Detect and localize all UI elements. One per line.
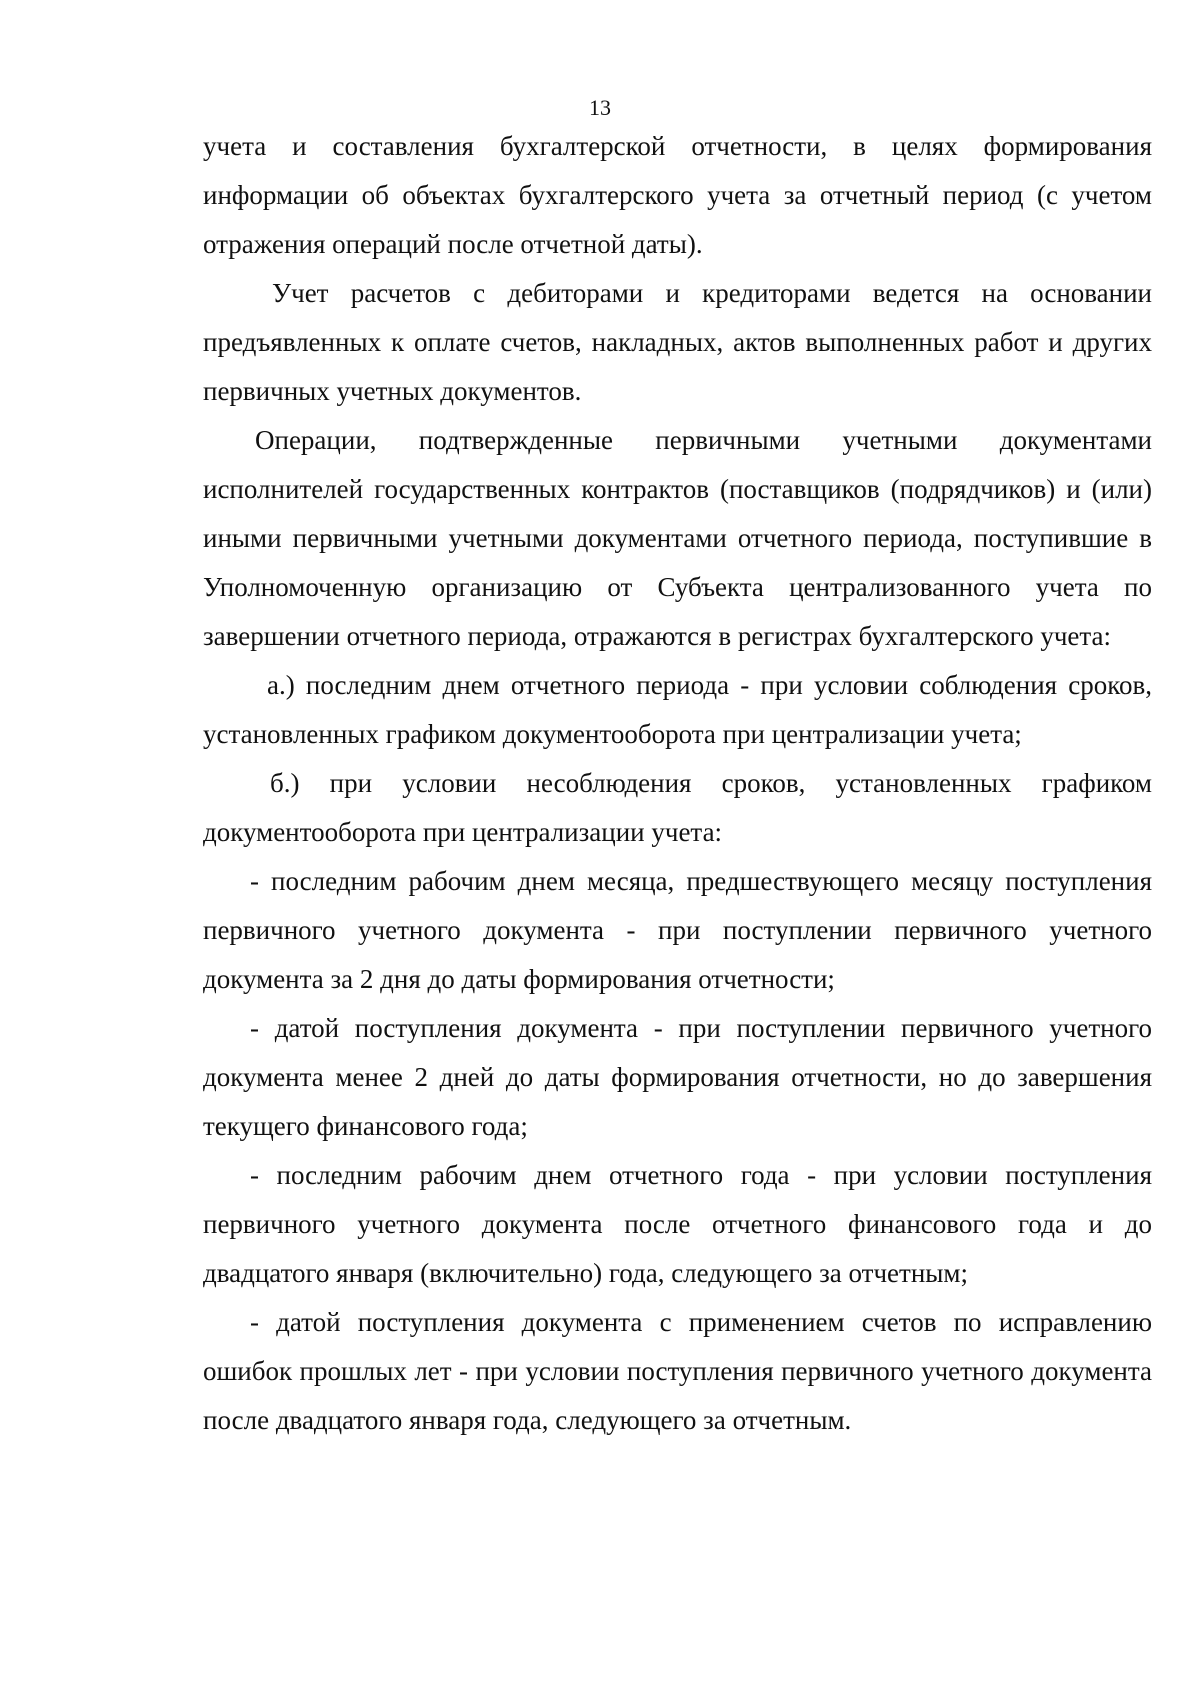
page-number: 13 (589, 95, 611, 120)
paragraph-operations: Операции, подтвержденные первичными учетными документами исполнителей государственных контрактов (поставщиков (подрядчиков) и (или) иными первичными учетными документами отчетного периода, поступившие в Уполномоченную организацию от Субъекта централизованного учета по завершении отчетного периода, отражаются в регистрах бухгалтерского учета: (203, 425, 1152, 651)
paragraph-dash-2: - датой поступления документа - при поступлении первичного учетного документа менее 2 дней до даты формирования отчетности, но до завершения текущего финансового года; (203, 1013, 1152, 1141)
document-body (203, 122, 1152, 1445)
paragraph-debtors-creditors: Учет расчетов с дебиторами и кредиторами ведется на основании предъявленных к оплате счетов, накладных, актов выполненных работ и других первичных учетных документов. (203, 278, 1152, 406)
paragraph-dash-3: - последним рабочим днем отчетного года - при условии поступления первичного учетного документа после отчетного финансового года и до двадцатого января (включительно) года, следующего за отчетным; (203, 1160, 1152, 1288)
paragraph-dash-1: - последним рабочим днем месяца, предшествующего месяцу поступления первичного учетного документа - при поступлении первичного учетного документа за 2 дня до даты формирования отчетности; (203, 866, 1152, 994)
paragraph-continuation: учета и составления бухгалтерской отчетности, в целях формирования информации об объектах бухгалтерского учета за отчетный период (с учетом отражения операций после отчетной даты). (203, 131, 1152, 259)
paragraph-item-a: а.) последним днем отчетного периода - при условии соблюдения сроков, установленных графиком документооборота при централизации учета; (203, 670, 1152, 749)
paragraph-dash-4: - датой поступления документа с применением счетов по исправлению ошибок прошлых лет - при условии поступления первичного учетного документа после двадцатого января года, следующего за отчетным. (203, 1307, 1152, 1435)
paragraph-item-b: б.) при условии несоблюдения сроков, установленных графиком документооборота при централизации учета: (203, 768, 1152, 847)
